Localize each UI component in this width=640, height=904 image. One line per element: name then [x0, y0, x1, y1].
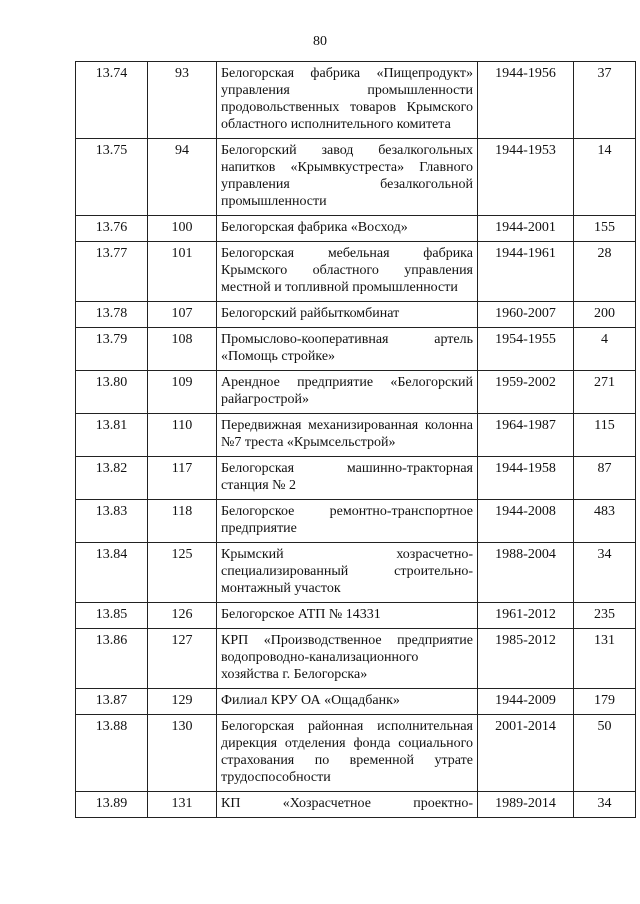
table-row: [76, 139, 636, 216]
cell-years: 1960-2007: [478, 302, 574, 328]
cell-file-count: 34: [574, 543, 636, 603]
table-row: [76, 371, 636, 414]
cell-file-count: 131: [574, 629, 636, 689]
cell-fund-number: 109: [148, 371, 217, 414]
table-row: [76, 715, 636, 792]
table-row: [76, 500, 636, 543]
table-row: [76, 792, 636, 818]
table-row: [76, 543, 636, 603]
cell-item-number: 13.86: [76, 629, 148, 689]
table-row: [76, 302, 636, 328]
table-row: [76, 242, 636, 302]
cell-fund-name: Белогорский завод безалкогольных напитков «Крымвкустреста» Главного управления безалкогольной промышленности: [217, 139, 478, 216]
cell-file-count: 200: [574, 302, 636, 328]
cell-years: 1988-2004: [478, 543, 574, 603]
cell-years: 1961-2012: [478, 603, 574, 629]
cell-item-number: 13.78: [76, 302, 148, 328]
cell-years: 1944-1961: [478, 242, 574, 302]
cell-fund-name: КП «Хозрасчетное проектно-: [217, 792, 478, 818]
cell-file-count: 14: [574, 139, 636, 216]
cell-fund-name: КРП «Производственное предприятие водопроводно-канализационного хозяйства г. Белогорска»: [217, 629, 478, 689]
cell-file-count: 115: [574, 414, 636, 457]
table-row: [76, 629, 636, 689]
table-row: [76, 216, 636, 242]
cell-file-count: 271: [574, 371, 636, 414]
cell-fund-name: Белогорская машинно-тракторная станция № 2: [217, 457, 478, 500]
cell-fund-number: 126: [148, 603, 217, 629]
table-row: [76, 603, 636, 629]
cell-fund-name: Белогорская районная исполнительная дирекция отделения фонда социального страхования по временной утрате трудоспособности: [217, 715, 478, 792]
cell-fund-name: Крымский хозрасчетно-специализированный строительно-монтажный участок: [217, 543, 478, 603]
cell-years: 1944-2008: [478, 500, 574, 543]
cell-file-count: 28: [574, 242, 636, 302]
table-row: [76, 414, 636, 457]
table-body: [76, 62, 636, 818]
cell-fund-number: 129: [148, 689, 217, 715]
cell-years: 1944-2001: [478, 216, 574, 242]
cell-file-count: 87: [574, 457, 636, 500]
cell-years: 1954-1955: [478, 328, 574, 371]
archive-fund-table: [75, 61, 636, 818]
cell-item-number: 13.82: [76, 457, 148, 500]
cell-fund-number: 108: [148, 328, 217, 371]
cell-item-number: 13.79: [76, 328, 148, 371]
table-row: [76, 689, 636, 715]
cell-fund-number: 101: [148, 242, 217, 302]
cell-item-number: 13.84: [76, 543, 148, 603]
cell-fund-name: Белогорский райбыткомбинат: [217, 302, 478, 328]
cell-file-count: 34: [574, 792, 636, 818]
cell-fund-name: Арендное предприятие «Белогорский райагрострой»: [217, 371, 478, 414]
cell-fund-number: 107: [148, 302, 217, 328]
cell-fund-name: Белогорская фабрика «Пищепродукт» управления промышленности продовольственных товаров Крымского областного исполнительного комитета: [217, 62, 478, 139]
cell-years: 1959-2002: [478, 371, 574, 414]
cell-item-number: 13.88: [76, 715, 148, 792]
cell-years: 1989-2014: [478, 792, 574, 818]
cell-item-number: 13.75: [76, 139, 148, 216]
cell-file-count: 4: [574, 328, 636, 371]
cell-years: 2001-2014: [478, 715, 574, 792]
page-number: 80: [313, 34, 327, 49]
cell-years: 1944-2009: [478, 689, 574, 715]
cell-item-number: 13.83: [76, 500, 148, 543]
cell-fund-number: 131: [148, 792, 217, 818]
table-row: [76, 457, 636, 500]
cell-fund-number: 118: [148, 500, 217, 543]
cell-file-count: 50: [574, 715, 636, 792]
cell-fund-name: Белогорское ремонтно-транспортное предприятие: [217, 500, 478, 543]
cell-fund-number: 100: [148, 216, 217, 242]
table-row: [76, 328, 636, 371]
cell-fund-number: 117: [148, 457, 217, 500]
cell-item-number: 13.77: [76, 242, 148, 302]
cell-file-count: 37: [574, 62, 636, 139]
cell-years: 1985-2012: [478, 629, 574, 689]
cell-file-count: 235: [574, 603, 636, 629]
cell-fund-number: 127: [148, 629, 217, 689]
cell-file-count: 155: [574, 216, 636, 242]
cell-item-number: 13.89: [76, 792, 148, 818]
cell-fund-number: 94: [148, 139, 217, 216]
cell-item-number: 13.80: [76, 371, 148, 414]
cell-fund-name: Белогорская мебельная фабрика Крымского областного управления местной и топливной промышленности: [217, 242, 478, 302]
cell-fund-name: Белогорское АТП № 14331: [217, 603, 478, 629]
cell-item-number: 13.87: [76, 689, 148, 715]
cell-item-number: 13.76: [76, 216, 148, 242]
cell-item-number: 13.74: [76, 62, 148, 139]
table-row: [76, 62, 636, 139]
cell-years: 1944-1956: [478, 62, 574, 139]
cell-fund-number: 130: [148, 715, 217, 792]
cell-fund-number: 93: [148, 62, 217, 139]
cell-fund-name: Передвижная механизированная колонна №7 треста «Крымсельстрой»: [217, 414, 478, 457]
cell-fund-name: Белогорская фабрика «Восход»: [217, 216, 478, 242]
cell-file-count: 483: [574, 500, 636, 543]
cell-fund-name: Филиал КРУ ОА «Ощадбанк»: [217, 689, 478, 715]
cell-fund-number: 125: [148, 543, 217, 603]
cell-item-number: 13.85: [76, 603, 148, 629]
cell-fund-number: 110: [148, 414, 217, 457]
cell-years: 1944-1958: [478, 457, 574, 500]
cell-years: 1964-1987: [478, 414, 574, 457]
cell-file-count: 179: [574, 689, 636, 715]
cell-fund-name: Промыслово-кооперативная артель «Помощь стройке»: [217, 328, 478, 371]
cell-years: 1944-1953: [478, 139, 574, 216]
cell-item-number: 13.81: [76, 414, 148, 457]
